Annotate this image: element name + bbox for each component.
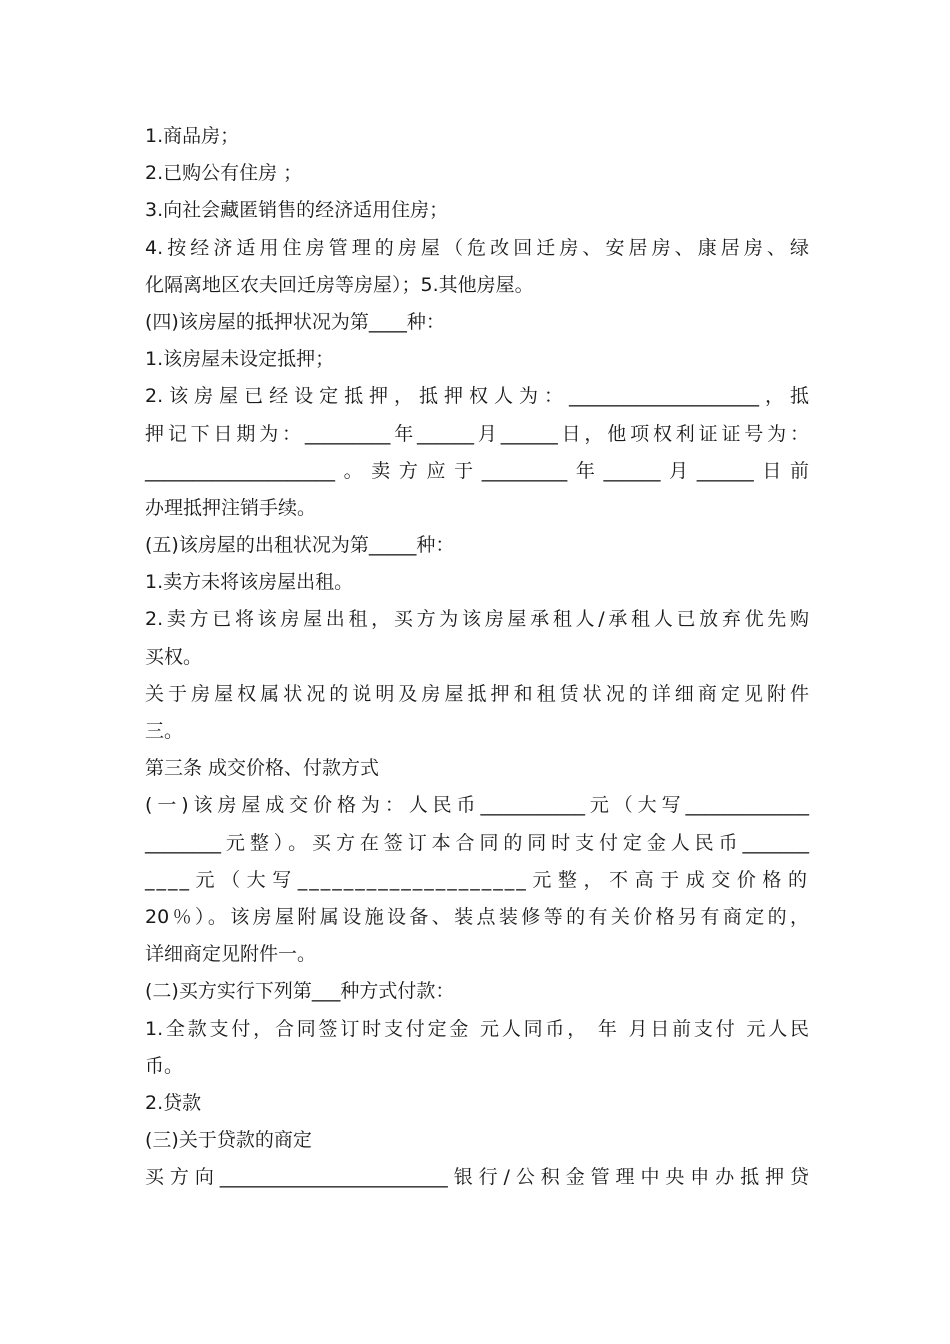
text-line: 2.贷款 [145,1091,202,1114]
text-line: 2.卖方已将该房屋出租，买方为该房屋承租人/承租人已放弃优先购 [145,608,809,631]
text-line: 三。 [145,720,184,742]
text-line: 详细商定见附件一。 [145,943,317,966]
text-line: (二)买方实行下列第___种方式付款： [145,980,455,1003]
text-line: (四)该房屋的抵押状况为第____种： [145,310,445,333]
text-line: 币。 [145,1054,184,1077]
text-line: 20％）。该房屋附属设施设备、装点装修等的有关价格另有商定的， [145,905,809,928]
text-line: 买方向________________________银行/公积金管理中央申办抵押贷 [145,1166,809,1189]
text-line: 化隔离地区农夫回迁房等房屋）；5.其他房屋。 [145,273,534,296]
text-line: 1.全款支付，合同签订时支付定金 元人同币， 年 月日前支付 元人民 [145,1017,809,1040]
text-line: 买权。 [145,645,203,668]
text-line: 2.该房屋已经设定抵押，抵押权人为：____________________，抵 [145,385,809,408]
text-line: 押记下日期为：_________年______月______日，他项权利证证号为： [145,422,809,445]
text-line: 办理抵押注销手续。 [145,496,317,519]
text-line: 2.已购公有住房 ； [145,162,303,185]
text-line: ____元（大写____________________元整，不高于成交价格的 [145,868,809,891]
text-line: 1.商品房； [145,125,240,147]
text-line: 关于房屋权属状况的说明及房屋抵押和租赁状况的详细商定见附件 [145,682,809,705]
text-line: 4.按经济适用住房管理的房屋（危改回迁房、安居房、康居房、绿 [145,236,809,259]
text-line: (五)该房屋的出租状况为第_____种： [145,534,455,557]
text-line: 1.卖方未将该房屋出租。 [145,571,354,594]
text-line: ____________________。卖方应于_________年______月______日前 [145,459,809,482]
text-line: (三)关于贷款的商定 [145,1129,312,1152]
section-heading: 第三条 成交价格、付款方式 [145,757,380,780]
text-line: (一)该房屋成交价格为：人民币___________元（大写_____________ [145,794,809,817]
document-page [145,118,809,1196]
text-line: 1.该房屋未设定抵押； [145,348,335,371]
text-line: ________元整）。买方在签订本合同的同时支付定金人民币_______ [145,831,809,854]
text-line: 3.向社会藏匿销售的经济适用住房； [145,199,449,222]
